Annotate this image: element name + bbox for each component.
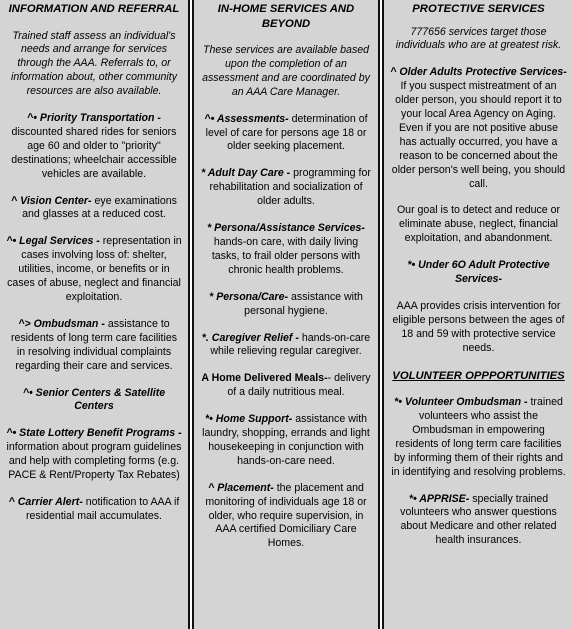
service-text: hands-on care, with daily living tasks, to frail older persons with chronic health problems. xyxy=(211,235,361,276)
service-item xyxy=(6,195,182,223)
information-referral-column xyxy=(0,0,190,629)
column-intro: These services are available based upon the completion of an assessment and are coordinated by an AAA Care Manager. xyxy=(202,44,370,98)
service-text: the placement and monitoring of individuals age 18 or older, who require supervision, in AAA certified Domiciliary Care Homes. xyxy=(205,481,367,550)
service-text: determination of level of care for persons age 18 or older seeking placement. xyxy=(205,112,368,153)
volunteer-item xyxy=(390,493,567,549)
service-text: eye examinations and glasses at a reduced cost. xyxy=(22,194,177,221)
volunteer-text: trained volunteers who assist the Ombudsman in empowering residents of long term care facilities by informing them of their rights and in identifying and resolving problems. xyxy=(391,396,566,478)
service-text: representation in cases involving loss of: shelter, utilities, income, or benefits or in cases of abuse, neglect and financial exploitation. xyxy=(7,235,182,303)
service-title: ^• Priority Transportation - xyxy=(27,112,161,125)
service-title: *• Home Support- xyxy=(204,413,293,426)
service-text: discounted shared rides for seniors age 60 and older to "priority" destinations; wheelchair accessible vehicles are available. xyxy=(11,125,177,180)
service-text: Our goal is to detect and reduce or eliminate abuse, neglect, financial exploitation, and abandonment. xyxy=(396,204,561,245)
service-title: ^ Carrier Alert- xyxy=(8,495,83,508)
service-title: *. Caregiver Relief - xyxy=(201,331,299,344)
volunteer-title: *• APPRISE- xyxy=(408,492,470,505)
service-item xyxy=(200,222,372,278)
service-title: A Home Delivered Meals- xyxy=(201,372,328,385)
service-text: hands-on-care while relieving regular caregiver. xyxy=(210,331,371,358)
service-item xyxy=(200,372,372,400)
service-text: assistance to residents of long term care facilities in resolving individual complaints regarding their care and services. xyxy=(10,317,178,372)
volunteer-text: specially trained volunteers who answer questions about Medicare and other related health insurances. xyxy=(400,492,557,547)
service-text: - delivery of a daily nutritious meal. xyxy=(227,372,371,399)
volunteer-item xyxy=(390,396,567,479)
service-text: programming for rehabilitation and socialization of older adults. xyxy=(209,167,371,208)
service-item xyxy=(6,427,182,483)
protective-services-column xyxy=(382,0,571,629)
service-item xyxy=(200,113,372,155)
column-intro: 777656 services target those individuals who are at greatest risk. xyxy=(395,25,562,52)
service-title: ^ Older Adults Protective Services- xyxy=(390,66,567,79)
service-item xyxy=(200,413,372,469)
service-item xyxy=(390,300,567,356)
service-text: information about program guidelines and help with completing forms (e.g. PACE & Rent/Property Tax Rebates) xyxy=(6,441,182,482)
service-item xyxy=(6,112,182,182)
service-text: assistance with personal hygiene. xyxy=(244,290,363,317)
service-item xyxy=(6,387,182,415)
service-item xyxy=(200,332,372,360)
column-heading: PROTECTIVE SERVICES xyxy=(412,3,545,15)
column-heading: IN-HOME SERVICES AND BEYOND xyxy=(217,3,355,30)
service-title: ^• Assessments- xyxy=(204,112,289,125)
service-title: *• Under 6O Adult Protective Services- xyxy=(407,259,550,286)
service-title: * Adult Day Care - xyxy=(201,167,291,180)
service-item xyxy=(6,496,182,524)
column-intro: Trained staff assess an individual's needs and arrange for services through the AAA. Referrals to, or information about, other community resources are also available. xyxy=(10,29,178,98)
volunteer-subheading: VOLUNTEER OPPPORTUNITIES xyxy=(392,369,565,382)
service-item xyxy=(200,482,372,552)
service-title: ^• Legal Services - xyxy=(6,235,100,248)
service-item xyxy=(6,318,182,374)
service-title: ^• State Lottery Benefit Programs - xyxy=(6,427,182,440)
service-item xyxy=(390,259,567,287)
service-title: * Persona/Care- xyxy=(209,290,289,303)
service-item xyxy=(390,66,567,191)
in-home-services-column xyxy=(192,0,380,629)
service-item xyxy=(200,167,372,209)
service-item xyxy=(6,235,182,305)
service-title: ^> Ombudsman - xyxy=(18,317,105,330)
column-heading: INFORMATION AND REFERRAL xyxy=(8,3,180,15)
volunteer-title: *• Volunteer Ombudsman - xyxy=(394,396,528,409)
service-text: notification to AAA if residential mail accumulates. xyxy=(25,495,180,522)
service-text: If you suspect mistreatment of an older person, you should report it to your local Area Agency on Aging. Even if you are not positive abuse has actually occurred, you have a reason to be concerned about the older person's well being, you should call. xyxy=(391,80,566,190)
service-text: assistance with laundry, shopping, errands and light housekeeping in conjunction with hands-on-care need. xyxy=(202,413,370,467)
service-item xyxy=(390,204,567,246)
service-item xyxy=(200,291,372,319)
service-title: * Persona/Assistance Services- xyxy=(207,222,365,235)
service-title: ^ Vision Center- xyxy=(11,194,92,207)
service-title: ^• Senior Centers & Satellite Centers xyxy=(22,386,166,413)
service-title: ^ Placement- xyxy=(208,481,274,494)
service-text: AAA provides crisis intervention for eligible persons between the ages of 18 and 59 with protective service needs. xyxy=(392,300,565,354)
